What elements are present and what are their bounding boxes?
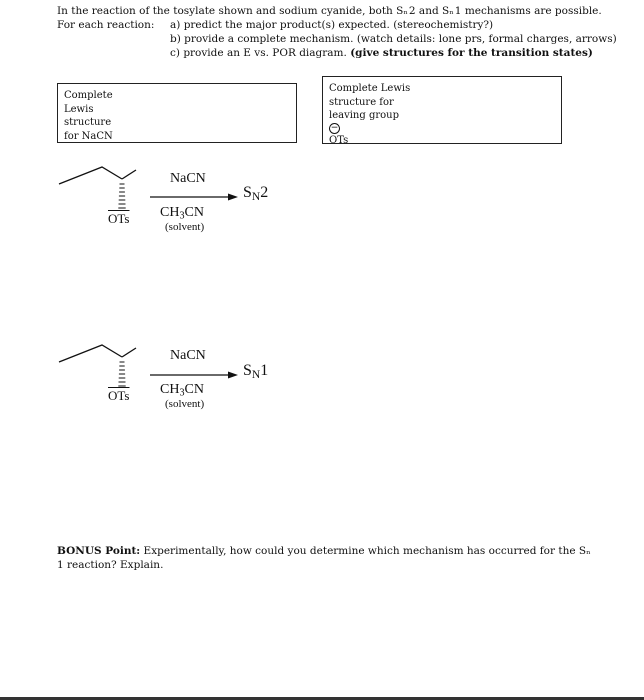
reagent-2: NaCN xyxy=(170,348,206,363)
tosylate-group-1: $\overline{OTs}$ xyxy=(108,211,130,226)
reaction-arrow-1 xyxy=(148,192,238,202)
mech-1-order: 2 xyxy=(260,184,269,201)
bonus-question xyxy=(57,544,597,572)
lg-box-line-1: Complete Lewis xyxy=(329,83,411,94)
lg-box-line-3: leaving group xyxy=(329,110,399,121)
minus-charge-icon: − xyxy=(330,122,339,133)
leaving-group-box[interactable] xyxy=(322,76,562,144)
substrate-structure-2 xyxy=(55,341,145,403)
mechanism-label-sn2 xyxy=(243,184,268,202)
nacn-box-line-3: structure xyxy=(64,117,112,128)
solvent-2-tail: CN xyxy=(184,382,204,397)
mech-2-s: S xyxy=(243,362,252,379)
solvent-1-sub: 3 xyxy=(179,210,185,222)
nacn-box-line-1: Complete xyxy=(64,90,113,101)
solvent-note-2: (solvent) xyxy=(165,398,205,410)
mechanism-label-sn1 xyxy=(243,362,268,380)
mech-2-order: 1 xyxy=(260,362,269,379)
reagent-1: NaCN xyxy=(170,171,206,186)
solvent-1-tail: CN xyxy=(184,205,204,220)
solvent-1-main: CH xyxy=(160,205,180,220)
substrate-structure-1 xyxy=(55,163,145,225)
task-c-text: c) provide an E vs. POR diagram. xyxy=(170,47,351,59)
bonus-label: BONUS Point: xyxy=(57,545,141,557)
nacn-box-line-2: Lewis xyxy=(64,103,94,115)
nacn-box-line-4: for NaCN xyxy=(64,130,113,142)
hashed-wedge-2 xyxy=(118,362,125,386)
solvent-note-1: (solvent) xyxy=(165,221,205,233)
mech-1-n: N xyxy=(251,190,261,203)
lg-box-line-4 xyxy=(329,123,555,148)
bonus-text: Experimentally, how could you determine which mechanism has occurred for the Sₙ 1 reaction? Explain. xyxy=(57,545,592,571)
mech-2-n: N xyxy=(251,368,261,381)
solvent-2 xyxy=(160,382,204,398)
task-a: a) predict the major product(s) expected. (stereochemistry?) xyxy=(170,19,494,31)
solvent-2-main: CH xyxy=(160,382,180,397)
lg-ion-label: OTs xyxy=(329,134,349,146)
task-c xyxy=(170,47,593,60)
reaction-arrow-2 xyxy=(148,370,238,380)
lg-box-line-2: structure for xyxy=(329,96,394,108)
hashed-wedge-1 xyxy=(118,184,125,208)
tosylate-group-2: $\overline{OTs}$ xyxy=(108,388,130,403)
mech-1-s: S xyxy=(243,184,252,201)
task-b: b) provide a complete mechanism. (watch details: lone prs, formal charges, arrows) xyxy=(170,33,617,45)
solvent-2-sub: 3 xyxy=(179,387,185,399)
nacn-lewis-box[interactable] xyxy=(57,83,297,143)
task-c-emphasis: (give structures for the transition states) xyxy=(350,47,593,59)
solvent-1 xyxy=(160,205,204,221)
for-each-label: For each reaction: xyxy=(57,19,155,31)
intro-text: In the reaction of the tosylate shown and sodium cyanide, both Sₙ 2 and Sₙ 1 mechanisms are possible. xyxy=(57,5,602,17)
